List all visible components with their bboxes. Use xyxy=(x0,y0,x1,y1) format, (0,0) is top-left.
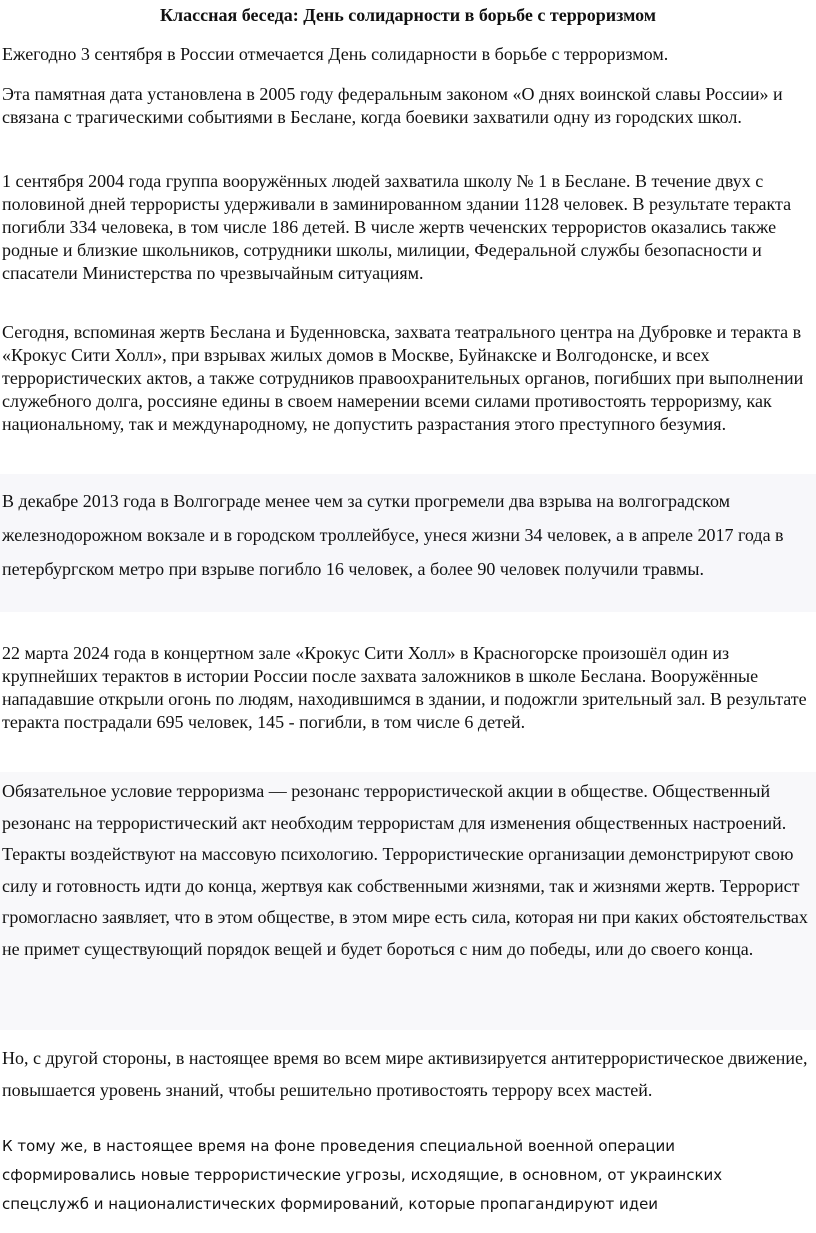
paragraph-antiterror: Но, с другой стороны, в настоящее время во всем мире активизируется антитеррористическое движение, повышается уровень знаний, чтобы решительно противостоять террору всех мастей. xyxy=(2,1048,808,1100)
paragraph-resonance: Обязательное условие терроризма — резонанс террористической акции в обществе. Общественный резонанс на террористический акт необходим террористам для изменения общественных настроений. Теракты воздействуют на массовую психологию. Террористические организации демонстрируют свою силу и готовность идти до конца, жертвуя как собственными жизнями, так и жизнями жертв. Террорист громогласно заявляет, что в этом обществе, в этом мире есть сила, которая ни при каких обстоятельствах не примет существующий порядок вещей и будет бороться с ним до победы, или до своего конца. xyxy=(2,781,808,959)
paragraph-intro: Ежегодно 3 сентября в России отмечается День солидарности в борьбе с терроризмом. xyxy=(2,44,669,64)
document-title: Классная беседа: День солидарности в борьбе с терроризмом xyxy=(159,5,657,25)
paragraph-date-origin: Эта памятная дата установлена в 2005 году федеральным законом «О днях воинской славы России» и связана с трагическими событиями в Беслане, когда боевики захватили одну из городских школ. xyxy=(2,84,783,127)
paragraph-volgograd: В декабре 2013 года в Волгограде менее чем за сутки прогремели два взрыва на волгоградском железнодорожном вокзале и в городском троллейбусе, унеся жизни 34 человек, а в апреле 2017 года в петербургском метро при взрыве погибло 16 человек, а более 90 человек получили травмы. xyxy=(2,491,784,579)
paragraph-new-threats: К тому же, в настоящее время на фоне проведения специальной военной операции сформировались новые террористические угрозы, исходящие, в основном, от украинских спецслужб и националистических формирований, которые пропагандируют идеи xyxy=(2,1137,723,1213)
paragraph-remembrance: Сегодня, вспоминая жертв Беслана и Буденновска, захвата театрального центра на Дубровке и теракта в «Крокус Сити Холл», при взрывах жилых домов в Москве, Буйнакске и Волгодонске, и всех террористических актов, а также сотрудников правоохранительных органов, погибших при выполнении служебного долга, россияне едины в своем намерении всеми силами противостоять терроризму, как национальному, так и международному, не допустить разрастания этого преступного безумия. xyxy=(2,322,804,434)
paragraph-beslan: 1 сентября 2004 года группа вооружённых людей захватила школу № 1 в Беслане. В течение двух с половиной дней террористы удерживали в заминированном здании 1128 человек. В результате теракта погибли 334 человека, в том числе 186 детей. В числе жертв чеченских террористов оказались также родные и близкие школьников, сотрудники школы, милиции, Федеральной службы безопасности и спасатели Министерства по чрезвычайным ситуациям. xyxy=(2,171,792,283)
paragraph-crocus: 22 марта 2024 года в концертном зале «Крокус Сити Холл» в Красногорске произошёл один из крупнейших терактов в истории России после захвата заложников в школе Беслана. Вооружённые нападавшие открыли огонь по людям, находившимся в здании, и подожгли зрительный зал. В результате теракта пострадали 695 человек, 145 - погибли, в том числе 6 детей. xyxy=(2,643,807,732)
